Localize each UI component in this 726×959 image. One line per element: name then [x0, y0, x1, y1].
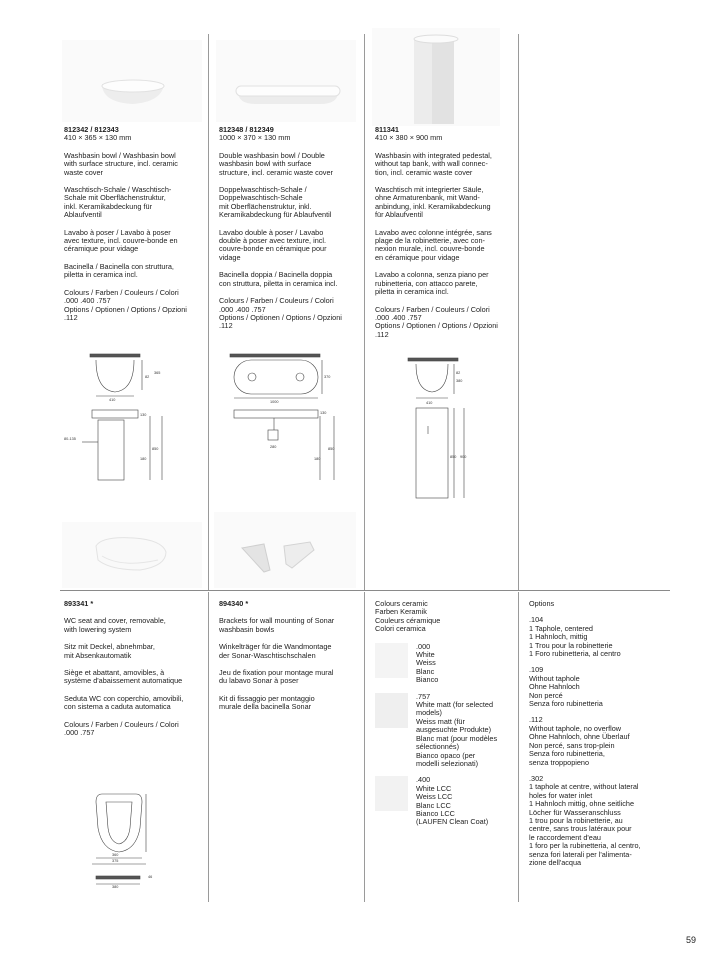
product-811341: [375, 126, 515, 348]
product-812342: [64, 126, 204, 331]
description-de: Waschtisch mit integrierter Säule, ohne Armaturenbank, mit Wand- anbindung, inkl. Keramikabdeckung für Ablaufventil: [375, 185, 491, 220]
product-code: 894340 *: [219, 599, 249, 608]
description-en: Brackets for wall mounting of Sonar washbasin bowls: [219, 616, 335, 634]
dim-label: 850: [152, 447, 159, 451]
product-894340: [219, 600, 361, 721]
swatch-400: [375, 776, 515, 826]
column-divider: [208, 592, 209, 902]
product-code: 893341 *: [64, 599, 94, 608]
description-de: Waschtisch-Schale / Waschtisch- Schale mit Oberflächenstruktur, inkl. Keramikabdeckung für Ablaufventil: [64, 185, 172, 220]
description-fr: Lavabo double à poser / Lavabo double à poser avec texture, incl. couvre-bonde en céramique pour vidage: [219, 227, 327, 262]
product-code: 811341: [375, 125, 399, 134]
product-893341: [64, 600, 204, 746]
dim-label: 1000: [270, 400, 279, 404]
drawing-893341: [72, 788, 192, 898]
pedestal-washbasin-image: [372, 28, 500, 126]
product-photo-894340: [214, 512, 356, 588]
description-it: Bacinella / Bacinella con struttura, piletta in ceramica incl.: [64, 261, 174, 280]
wc-seat-image: [62, 522, 202, 588]
dim-label: 410: [109, 398, 116, 402]
colours-options: Colours / Farben / Couleurs / Colori .000 .400 .757 Options / Optionen / Options / Opzioni .112: [64, 287, 187, 322]
colours-options: Colours / Farben / Couleurs / Colori .000 .400 .757 Options / Optionen / Options / Opzioni .112: [375, 304, 498, 339]
colours-heading: Colours ceramic Farben Keramik Couleurs céramique Colori ceramica: [375, 599, 441, 634]
dim-label: 380: [112, 885, 119, 889]
option-302: .302 1 taphole at centre, without lateral holes for water inlet 1 Hahnloch mittig, ohne seitliche Löcher für Wasseranschluss 1 trou pour la robinetterie, au centre, sans trous latéraux pour le raccordement d'eau 1 foro per la rubinetteria, al centro, senza fori laterali per l'alimenta- zione dell'acqua: [529, 773, 641, 867]
colours-ceramic-section: [375, 600, 515, 835]
drawing-811341: [372, 354, 502, 504]
description-it: Lavabo a colonna, senza piano per rubinetteria, con attacco parete, piletta in ceramica incl.: [375, 270, 489, 297]
product-photo-811341: [372, 28, 500, 126]
description-fr: Lavabo avec colonne intégrée, sans plage de la robinetterie, avec con- nexion murale, incl. couvre-bonde en céramique pour vidage: [375, 227, 492, 262]
description-en: Double washbasin bowl / Double washbasin bowl with surface structure, incl. ceramic waste cover: [219, 150, 333, 177]
drawing-812348: [216, 350, 356, 490]
product-photo-893341: [62, 522, 202, 588]
product-photo-812348: [216, 40, 356, 122]
dim-label: 130: [320, 411, 327, 415]
dim-label: 130: [140, 413, 147, 417]
option-109: .109 Without taphole Ohne Hahnloch Non percé Senza foro rubinetteria: [529, 665, 603, 709]
swatch-text: .757 White matt (for selected models) Weiss matt (für ausgesuchte Produkte) Blanc mat (pour modèles sélectionnés) Bianco opaco (per modelli selezionati): [416, 691, 498, 768]
dim-label: 82: [145, 375, 150, 379]
dim-label: 410: [426, 401, 433, 405]
dim-label: 46: [148, 875, 153, 879]
dim-label: 850: [328, 447, 335, 451]
colours-options: Colours / Farben / Couleurs / Colori .000 .757: [64, 719, 179, 738]
dim-label: 375: [112, 859, 119, 863]
description-en: Washbasin bowl / Washbasin bowl with surface structure, incl. ceramic waste cover: [64, 150, 178, 177]
dim-label: 370: [324, 375, 331, 379]
dim-label: 365: [154, 371, 161, 375]
swatch-text: .400 White LCC Weiss LCC Blanc LCC Bianco LCC (LAUFEN Clean Coat): [416, 775, 489, 827]
drawing-812342: [62, 350, 202, 490]
dim-label: 180: [140, 457, 147, 461]
options-section: [529, 600, 679, 875]
product-dimensions: 410 × 380 × 900 mm: [375, 133, 443, 143]
options-heading: Options: [529, 599, 555, 608]
dim-label: 180: [314, 457, 321, 461]
description-en: Washbasin with integrated pedestal, without tap bank, with wall connec- tion, incl. ceramic waste cover: [375, 150, 492, 177]
description-fr: Jeu de fixation pour montage mural du labavo Sonar à poser: [219, 668, 334, 686]
option-112: .112 Without taphole, no overflow Ohne Hahnloch, ohne Überlauf Non percé, sans trop-plein Senza foro rubinetteria, senza troppopieno: [529, 715, 630, 767]
column-divider: [364, 592, 365, 902]
product-code: 812348 / 812349: [219, 125, 274, 134]
column-divider: [518, 34, 519, 590]
dim-label: 80-135: [64, 437, 76, 441]
dim-label: 82: [456, 371, 461, 375]
colour-chip: [375, 776, 408, 811]
description-it: Bacinella doppia / Bacinella doppia con struttura, piletta in ceramica incl.: [219, 270, 338, 288]
washbasin-bowl-image: [62, 40, 202, 122]
column-divider: [364, 34, 365, 590]
colour-chip: [375, 643, 408, 678]
dim-label: 900: [460, 455, 467, 459]
swatch-000: [375, 643, 515, 685]
column-divider: [518, 592, 519, 902]
dim-label: 850: [450, 455, 457, 459]
row-divider: [60, 590, 670, 591]
product-dimensions: 410 × 365 × 130 mm: [64, 133, 132, 143]
dim-label: 280: [270, 445, 277, 449]
description-it: Seduta WC con coperchio, amovibili, con sistema a caduta automatica: [64, 693, 184, 712]
description-en: WC seat and cover, removable, with lowering system: [64, 616, 166, 634]
double-washbasin-image: [216, 40, 356, 122]
colour-chip: [375, 693, 408, 728]
product-dimensions: 1000 × 370 × 130 mm: [219, 133, 291, 143]
dim-label: 380: [456, 379, 463, 383]
product-code: 812342 / 812343: [64, 125, 119, 134]
description-de: Winkelträger für die Wandmontage der Sonar-Waschtischschalen: [219, 642, 332, 660]
colours-options: Colours / Farben / Couleurs / Colori .000 .400 .757 Options / Optionen / Options / Opzioni .112: [219, 296, 342, 331]
option-104: .104 1 Taphole, centered 1 Hahnloch, mittig 1 Trou pour la robinetterie 1 Foro rubinetteria, al centro: [529, 615, 621, 659]
description-fr: Siège et abattant, amovibles, à système d'abaissement automatique: [64, 668, 183, 686]
description-de: Sitz mit Deckel, abnehmbar, mit Absenkautomatik: [64, 642, 155, 660]
dim-label: 360: [112, 853, 119, 857]
description-it: Kit di fissaggio per montaggio murale della bacinella Sonar: [219, 693, 315, 712]
brackets-image: [214, 512, 356, 588]
column-divider: [208, 34, 209, 590]
swatch-text: .000 White Weiss Blanc Bianco: [416, 641, 439, 685]
product-812348: [219, 126, 361, 340]
page-number: 59: [685, 935, 696, 945]
product-photo-812342: [62, 40, 202, 122]
description-fr: Lavabo à poser / Lavabo à poser avec texture, incl. couvre-bonde en céramique pour vidage: [64, 227, 178, 254]
swatch-757: [375, 693, 515, 769]
description-de: Doppelwaschtisch-Schale / Doppelwaschtisch-Schale mit Oberflächenstruktur, inkl. Keramikabdeckung für Ablaufventil: [219, 185, 332, 220]
